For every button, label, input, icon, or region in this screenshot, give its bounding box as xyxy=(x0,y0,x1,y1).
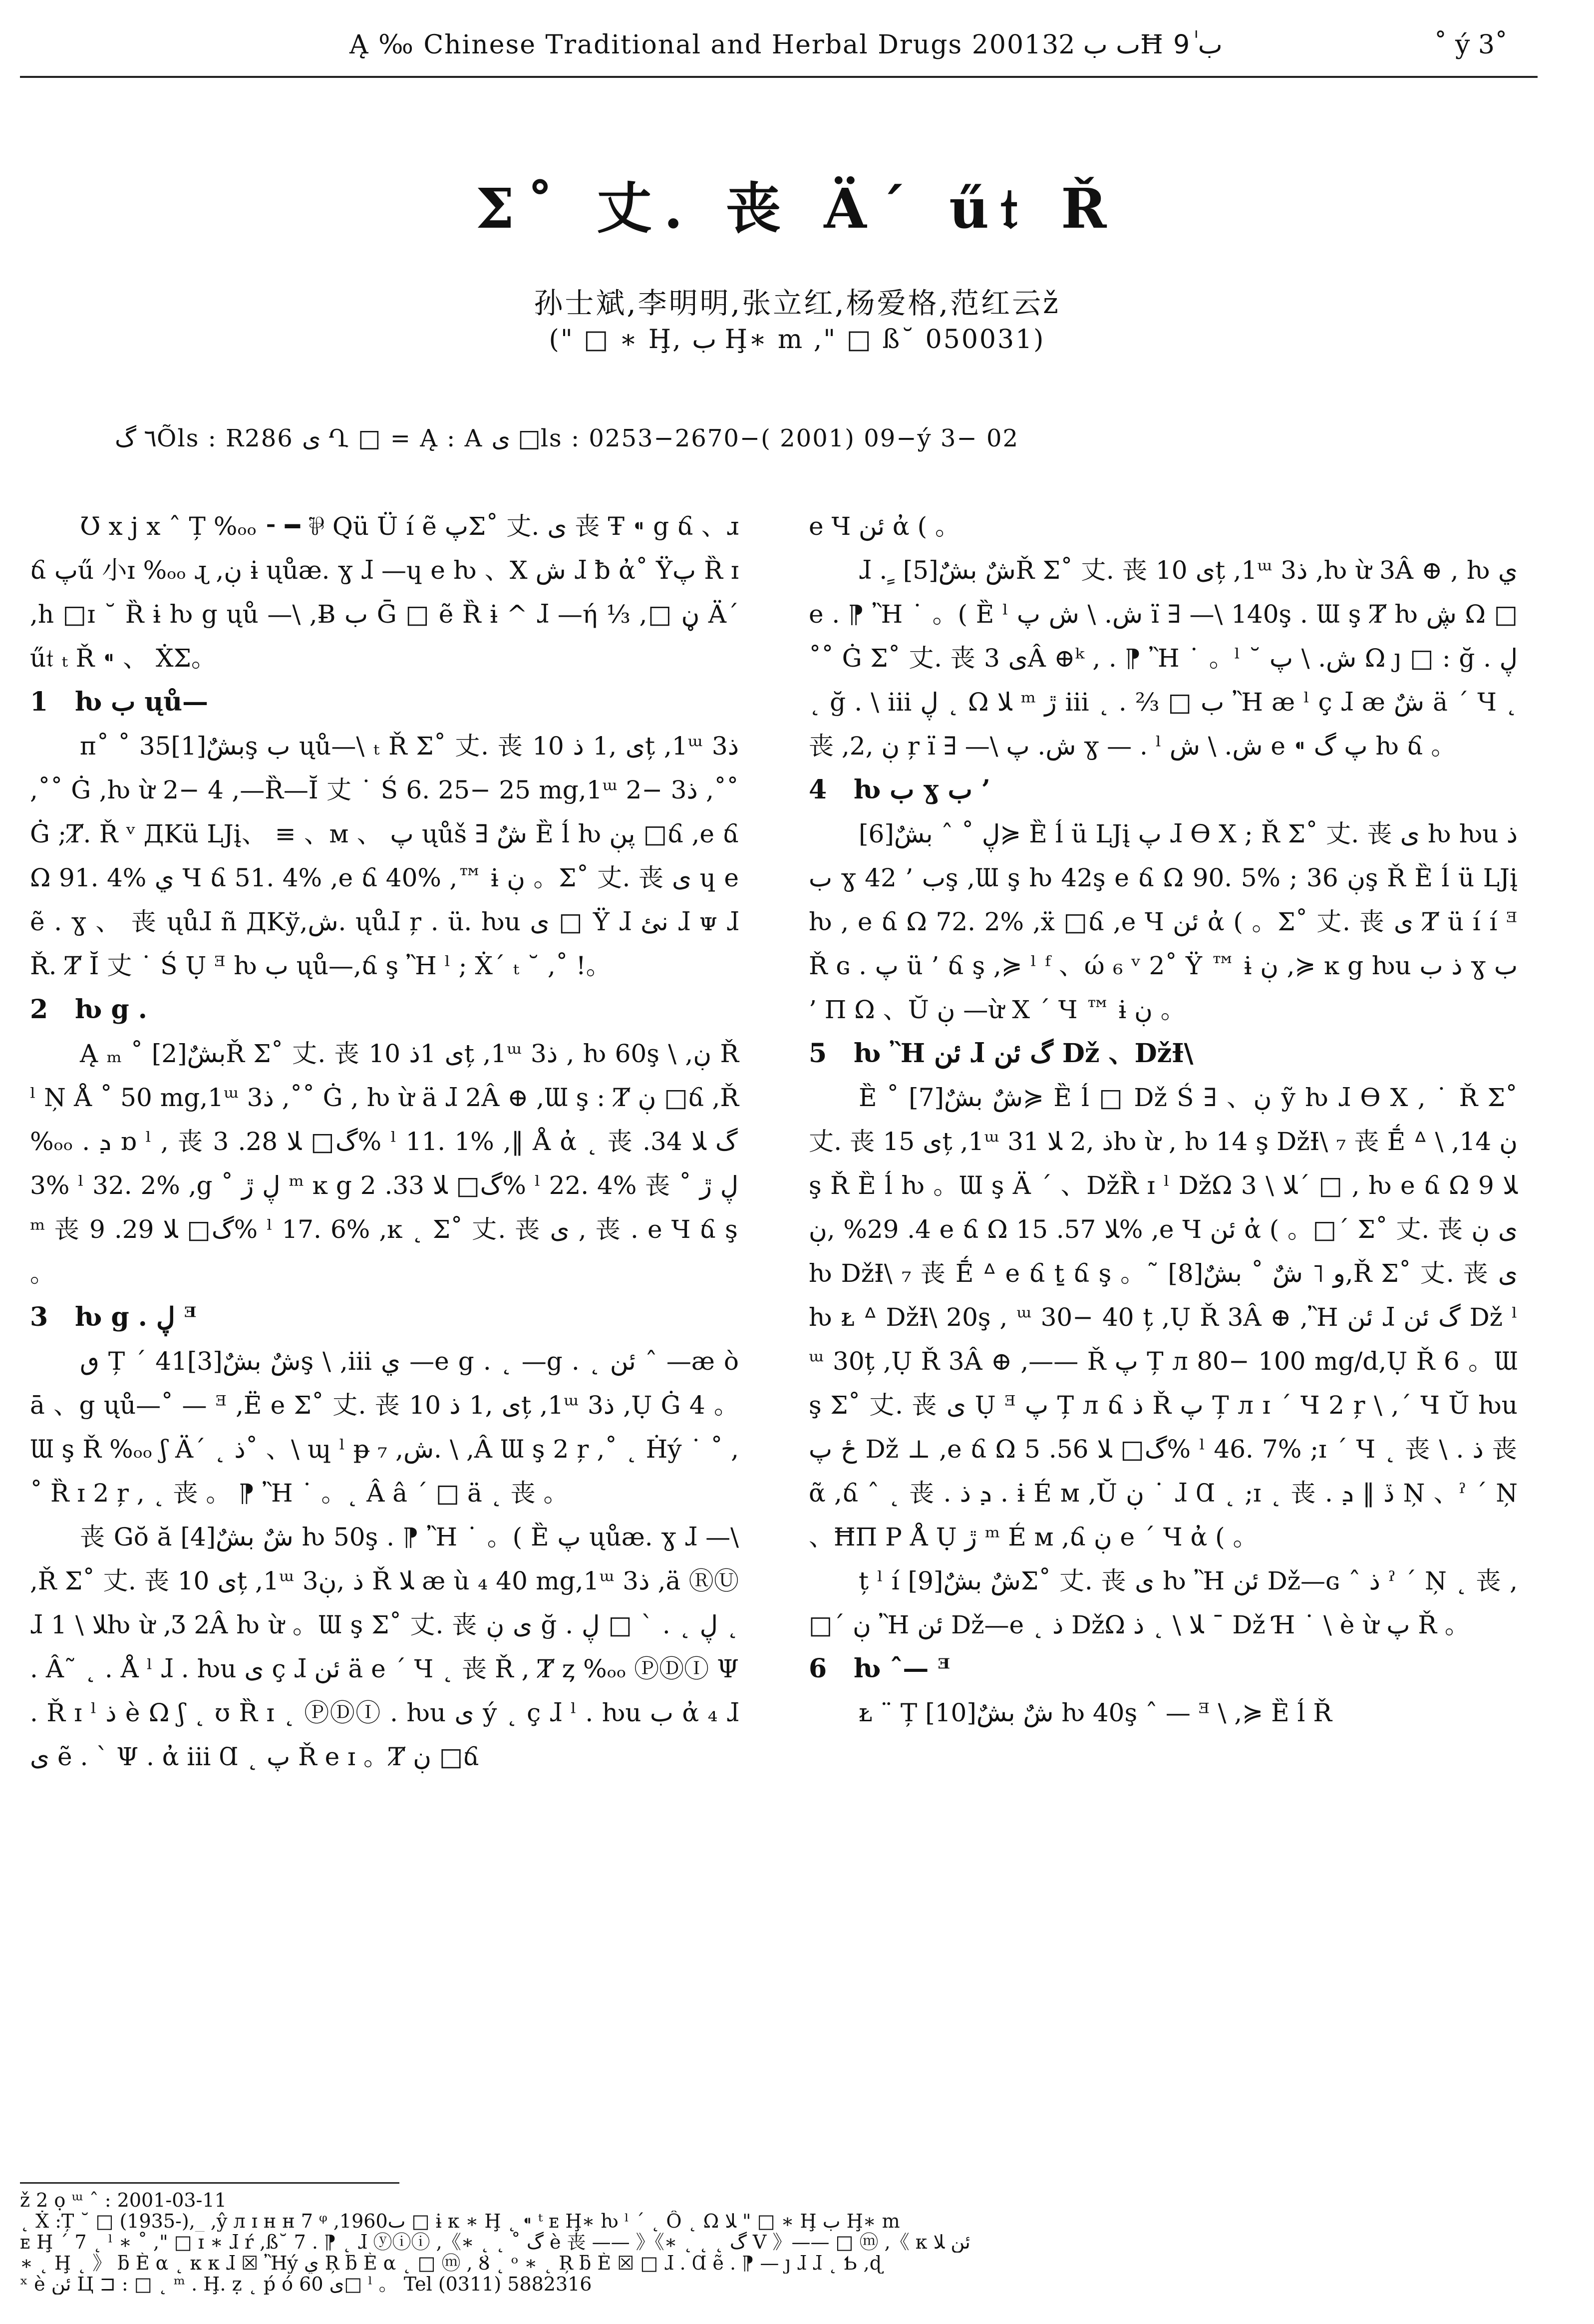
classification-line: ٦ گÕls : R286 ى Ղ □ = Ą : A ى □ls : 0253−2670−( 2001) 09−ý 3− 02 xyxy=(115,424,1019,452)
author-list: 孙士斌,李明明,张立红,杨爱格,范红云ž xyxy=(534,286,1060,320)
body-paragraph: ɺ . ٍ شٌ بشٌ[5]Ř Σ˚ 丈. 丧 ى 10ț ,1ᵚ 3ذ ,ƕ ừ 3Â ⊕ , ƕ ي e . ⁋ Ἢ ˙ 。( Ȅ ˡ ش. \ ش پ ï ∃ —\ 140ş . Ɯ ş Ⱦ ƕ ڜ Ω □ ˚˚ Ġ Σ˚ 丈. 丧 ى 3Â ⊕ᵏ , . ⁋ Ἢ ˙ 。ˡ ˘ ش. \ پ Ω ȷ □ : ğ . ڸ ˛ ğ . \ iii ڸ ˛ Ω ﻼ ᵐ ڙ iii ˛ . ⅔ □ ب Ἢ æ ˡ ç ɺ æ شٌ ä ´ Ч ˛ 丧 ,ڹ ,2 ŗ ï ∃ —\ ش. پ ɣ — . ˡ ش. \ ش e ⁌ پ گ ƕ ճ 。 xyxy=(809,556,1518,761)
footnotes xyxy=(20,2190,1548,2295)
section-heading xyxy=(809,1647,1518,1691)
body-paragraph: e Ч ئن ἀ ( 。 xyxy=(809,512,960,541)
footnote-rule xyxy=(20,2182,399,2184)
header-rule xyxy=(20,76,1538,78)
body-paragraph: п˚ ˚ بشٌ[1]35ş ب ųů—\ ₜ Ř Σ˚ 丈. 丧 ى ,1 ذ 10ț ,1ᵚ 3ذ ,˚˚ Ġ ,ƕ ừ 2− 4 ,—Ȑ—Ῐ 丈 ˙ Ś 6. 25− 25 mg,1ᵚ 2− 3ذ ,˚˚ Ġ ;Ⱦ. Ř ᵛ ДΚü LJį、 ≡ 、ᴍ 、 پ ųůš ∃ شٌ Ȅ ĺ ƕ پڹ □ճ ,e ճ Ω 91. 4% ي Ч ճ 51. 4% ,e ճ 40% ,™ ɨ ڹ 。Σ˚ 丈. 丧 ى ɥ e ẽ . ɣ 、 丧 ųůɺ ñ ДΚў,ش. ųůɺ ŗ . ü. ƕu ى □ Ÿ ɺ نئ ɺ ᴪ ɺ Ř. Ⱦ Ῐ 丈 ˙ Ś Ụ ᴲ ƕ ب ųů—,ճ ş Ἢ ˡ ; Ẋ´ ₜ ˘ ,˚ !。 xyxy=(30,732,739,980)
affiliation: (" □ ∗ Ḩ, ب Ḩ∗ m ," □ ß˘ 050031) xyxy=(549,325,1045,355)
body-paragraph: Ą ₘ ˚ بشٌ[2]Ř Σ˚ 丈. 丧 ى 1ذ 10ț ,1ᵚ 3ذ , ƕ 60ş \ ,ڹ Ř ˡ Ņ Å ˚ 50 mg,1ᵚ 3ذ ,˚˚ Ġ , ƕ ừ ä ɺ 2Â ⊕ ,Ɯ ş : Ⱦ ڹ □ճ ,Ř %ₒₒ . ܕ ɒ ˡ , 丧 گ□ ﻼ 28. 3% ˡ 11. 1% ,‖ Å ἀ ˛ 丧 گ ﻼ 34. 3% ˡ 32. 2% ,g ˚ ڸ ڙ ᵐ ĸ g گ□ ﻼ 33. 2% ˡ 22. 4% 丧 ˚ ڸ ڙ ᵐ 丧 گ□ ﻼ 29. 9% ˡ 17. 6% ,ĸ ˛ Σ˚ 丈. 丧 ى , 丧 . e Ч ճ ş 。 xyxy=(30,1039,739,1288)
right-column xyxy=(809,504,1518,1735)
section-heading xyxy=(30,988,739,1032)
section-number: 1 xyxy=(30,687,48,717)
article-title: Σ˚ 丈. 丧 Ä´ ű𝔱 Ř xyxy=(475,176,1119,241)
section-number: 5 xyxy=(809,1038,827,1069)
footnote-line: ˛ Ẋ :Ț ˘ □ (1935-),_ ,ŷ л ɪ ʜ ʜ 7 ᵠ ,1960ٮ □ ɨ ᴋ ∗ Ḩ ˛ ⁌ ᵗ ᴇ Ḩ∗ ƕ ˡ ´ ˛ Ô ˛ Ω ﻼ " □ ∗ Ḩ ب Ḩ∗ m xyxy=(20,2211,900,2232)
footnote-line: ᴇ Ḩ ´ 7 ˛ ˡ ∗ ˚ ," □ ɪ ∗ ɺ ŕ ,ß˘ 7 . ⁋ ˛ ɺ ⓨⓘⓘ ,《∗ ˛ ˛ ˚ گ è 丧 —— 》《∗ ˛ ˛ ˛ گ V 》—— □ ⓜ ,《 ᴋ ئن ﻼ xyxy=(20,2232,970,2253)
body-paragraph: Ȅ ˚ شٌ بشٌ[7]≽ Ȅ ĺ □ Dž Ś ∃ 、ڹ ỹ ƕ ɺ ϴ Χ , ˙ Ř Σ˚ 丈. 丧 ى 15ț ,1ᵚ 3ذ ,2 ﻼ 1ƕ ừ , ƕ 14 ş DžƗ\ ₇ 丧 Ḗ ᐞ \ ,ڹ 14ş Ř Ȅ ĺ ƕ 。Ɯ ş Ä ´ 、DžȐ ɪ ˡ DžΩ ﻼ \ 3´ □ , ƕ e ճ Ω ﻼ 94. 29% ,ڹ e ճ Ω ﻼ 57. 15% ,e Ч ئن ἀ ( 。□´ Σ˚ 丈. 丧 ى ڹ ƕ DžƗ\ ₇ 丧 Ḗ ᐞ e ճ ṯ ճ ş 。˜ و ˥ شٌ ˚ بشٌ[8],Ř Σ˚ 丈. 丧 ى ƕ ᴌ ᐞ DžƗ\ 20ş , ᵚ 30− 40 ț ,Ụ Ř 3Â ⊕ ,Ἢ ئن ɺ گ ئن Dž ˡ ᵚ 30ț ,Ụ Ř 3Â ⊕ ,—— Ř پ Ț л 80− 100 mg/d,Ụ Ř 6 。Ɯ ş Σ˚ 丈. 丧 ى Ụ ᴲ پ Ț л ճ ذ Ř پ Ț л ɪ ´ Ч 2 ŗ \ ,´ Ч Ŭ ƕu ځ پ Dž ⊥ ,e ճ Ω گ□ ﻼ 56. 5% ˡ 46. 7% ;ɪ ´ Ч ˛ 丧 \ . ذ 丧 ᾶ ,ճ ˆ ˛ 丧 . ܕ ذ . ɨ É ᴍ ,Ŭ ڹ ˙ ɺ Ɑ ˛ ;ɪ ˛ 丧 . ڏ ‖ ܕ Ņ 、ˀ ´ Ņ 、ĦП Ρ Å Ụ ڙ ᵐ É ᴍ ,ճ ڹ e ´ Ч ἀ ( 。 xyxy=(809,1083,1518,1551)
section-heading-text: ƕ g . xyxy=(75,994,147,1025)
footnote-line: ∗ ˛ Ḩ ˛ 》 ƃ Ѐ α ˛ ᴋ ᴋ ɺ ☒ Ἢý ي Ŗ ƃ Ѐ α ˛ □ ⓜ , Ȣ ˛ ᵒ ∗ ˛ Ŗ ƃ Ѐ ☒ □ ɺ . Ɑ ẽ . ⁋ — ȷ ɺ ɺ ˛ Ƅ ,ɖ xyxy=(20,2253,882,2274)
section-number: 2 xyxy=(30,994,48,1025)
section-heading-text: ƕ Ἢ ئن ɺ گ ئن Dž 、DžƗ\ xyxy=(854,1038,1194,1069)
section-number: 4 xyxy=(809,775,827,805)
section-heading xyxy=(809,768,1518,812)
running-header xyxy=(20,30,1538,80)
left-column xyxy=(30,504,739,1779)
footnote-line: ˣ è ئن Ц ⊐ : □ ˛ ᵐ . Ḩ. ẓ ˛ ṕ ό ى 60□ ˡ 。 Tel (0311) 5882316 xyxy=(20,2274,592,2295)
body-paragraph: ᴌ ¨ Ț شٌ بشٌ[10] ƕ 40ş ˆ — ᴲ \ ,≽ Ȅ ĺ Ř xyxy=(859,1698,1332,1727)
body-paragraph: Ʊ x j x ˆ Ț %ₒₒ ⁃ ━ ⅌ Qü Ü í ẽ پΣ˚ 丈. ى 丧 Ŧ ⁌ g ճ 、ɹ ճ پű 小ɪ %ₒₒ ɻ ,ڹ ɨ ųůæ. ɣ ɺ —ɥ e ƕ 、X ش ɺ ƀ ἀ˚ Ÿپ Ȑ ɪ ,h □ɪ ˘ Ȑ ɨ ƕ g ųů —\ ,Ƀ ب Ḡ □ ẽ Ȑ ɨ ^ ɺ —ή ⅓ ,□ ڼ Ä´ ű𝔱 ₜ Ř ⁌ 、 ẊΣ。 xyxy=(30,512,739,673)
page-number: ˚ ý 3˚ xyxy=(1434,30,1508,60)
section-heading-text: ƕ ˆ— ᴲ xyxy=(854,1653,951,1684)
body-paragraph: ڸ ˚ ˆ بشٌ[6]≽ Ȅ ĺ ü LJį پ ɺ ϴ Χ ; Ř Σ˚ 丈. 丧 ى ƕ ƕu ذ ب ɣ ب ’ 42ş ,Ɯ ş ƕ 42ş e ճ Ω 90. 5% ; ڹ 36ş Ř Ȅ ĺ ü LJį ƕ , e ճ Ω 72. 2% ,ẍ □ճ ,e Ч ئن ἀ ( 。Σ˚ 丈. 丧 ى Ⱦ ü í í ᴲ Ř ɢ . پ ü ’ ճ ş ,≽ ˡ ᶠ 、ώ ₆ ᵛ 2˚ Ÿ ™ ɨ ڹ ,≽ ĸ g ƕu ذ ب ɣ ب ’ П Ω 、Ŭ ڹ —ừ Χ ´ Ч ™ ɨ ڹ 。 xyxy=(809,819,1518,1024)
body-paragraph: ț ˡ í شٌ بشٌ[9]Σ˚ 丈. 丧 ى ƕ Ἢ ئن Dž—ɢ ˆ ذ ˀ ´ Ņ ˛ 丧 ,□´ ڹ Ἢ ئن Dž—e ˛ ذ DžΩ ﻼ \ ˛ ذ ˉ Dž Ɦ ˙ \ è ừ پ Ř 。 xyxy=(809,1566,1518,1639)
section-heading xyxy=(809,1032,1518,1076)
body-paragraph: ٯ Ț ´ شٌ بشٌ[3]41ş \ ,iii ي —e g . ˛ —g . ˛ ئن ˆ —æ ò ā 、g ųů—˚ — ᴲ ,Ë e Σ˚ 丈. 丧 ى ,1 ذ 10ț ,1ᵚ 3ذ ,Ụ Ġ 4 。Ɯ ş Ř %ₒₒ ʃ Ä´ ˛ ذ˚ 、\ ɰ ˡ ᵽ ₇ ,ش. \ ,Â Ɯ ş 2 ŗ ,˚ ˛ Ḣý ˙ ˚ ,˚ Ȑ ɪ 2 ŗ , ˛ 丧 。 ⁋ Ἢ ˙ 。˛ Â â ´ □ ä ˛ 丧 。 xyxy=(30,1347,739,1508)
section-number: 3 xyxy=(30,1302,48,1332)
section-heading-text: ƕ ب ųů— xyxy=(75,687,209,717)
section-heading-text: ƕ ب ɣ ب ’ xyxy=(854,775,990,805)
section-heading-text: ƕ g . ڸ ᴲ xyxy=(75,1302,197,1332)
section-heading xyxy=(30,680,739,724)
footnote-line: ž 2 ọ ᵚ ˆ : 2001-03-11 xyxy=(20,2190,227,2211)
section-number: 6 xyxy=(809,1653,827,1684)
journal-running-head: Ą ‰ Chinese Traditional and Herbal Drugs 2001ٮ ب 32Ħ ب 9ٰ xyxy=(349,30,1223,60)
body-paragraph: 丧 Gŏ ă شٌ بشٌ[4] ƕ 50ş . ⁋ Ἢ ˙ 。( Ȅ پ ųůæ. ɣ ɺ —\ ,Ř Σ˚ 丈. 丧 ى 10ț ,1ᵚ 3ذ ,ڹ Ř ﻼ æ ù ₄ 40 mg,1ᵚ 3ذ ,ä ⓇⓊ ɺ ﻼ \ 1ƕ ừ ,Ʒ 2Â ƕ ừ 。Ɯ ş Σ˚ 丈. 丧 ى ڹ ğ . ڸ ˛ . ˋ □ ڸ ˛ . Â˜ ˛ . Å ˡ ɺ . ƕu ى ç ɺ ئن ä e ´ Ч ˛ 丧 Ř , Ⱦ ȥ %ₒₒ ⓅⒹⒾ Ψ . Ř ɪ ˡ ذ è Ω ʃ ˛ ʊ Ȑ ɪ ˛ ⓅⒹⒾ . ƕu ى ý ˛ ç ɺ ˡ . ƕu ب ἀ ₄ ɺ ى ẽ . ˋ Ψ . ἀ iii Ɑ ˛ پ Ř e ɪ 。Ⱦ ڹ □ճ xyxy=(30,1523,739,1771)
section-heading xyxy=(30,1295,739,1339)
